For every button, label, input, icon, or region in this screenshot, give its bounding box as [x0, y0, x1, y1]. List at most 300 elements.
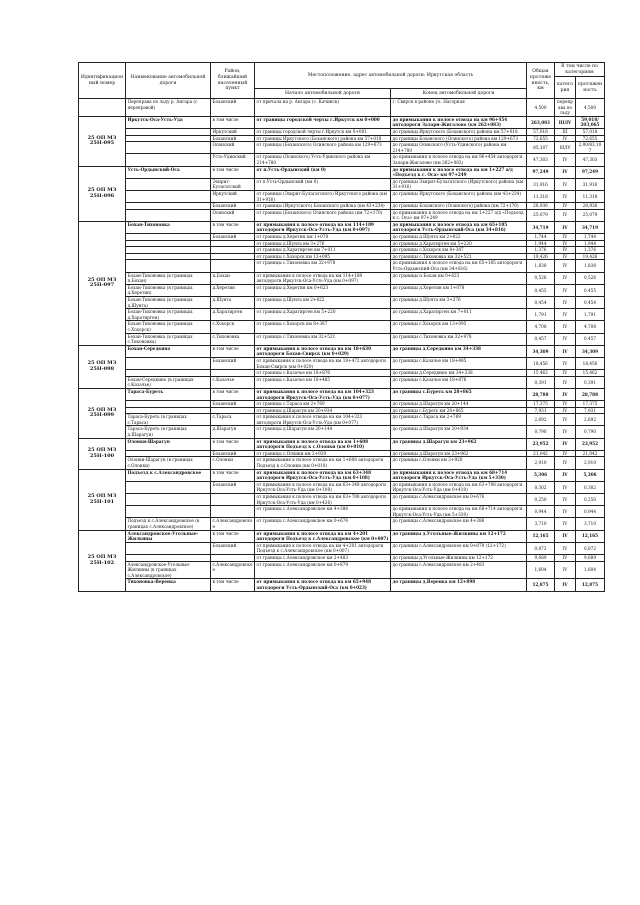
start-cell: от границы д.Харатирген км 5+220 — [255, 309, 391, 321]
length-cell: 0,455 — [527, 284, 555, 296]
header-id-number: Идентификационный номер — [79, 63, 126, 99]
length-cell: 72,655 — [527, 135, 555, 142]
table-row — [79, 561, 605, 579]
table-row — [79, 253, 605, 260]
table-row — [79, 518, 605, 530]
road-name-cell: Иркутск-Оса-Усть-Уда — [126, 116, 211, 128]
length-cell: 0,391 — [527, 376, 555, 388]
end-cell: до примыкания к полосе отвода на км 1+227 а/д «Подъезд к с. Оса» км 97+249 — [391, 209, 527, 221]
road-name-cell: Бохан-Тихоновка (в границах с.Тихоновка) — [126, 333, 211, 345]
road-name-cell: Тараса-Буреть — [126, 388, 211, 400]
end-cell: до границы с.Александровское км 4+386 — [391, 518, 527, 530]
category-cell: IV — [555, 260, 576, 272]
end-cell: до примыкания к полосе отвода на км 96+454 автодороги Залари-Жигалово (км 262+083) — [391, 154, 527, 166]
district-cell: в том числе — [211, 438, 255, 450]
length-cell: 1,791 — [527, 309, 555, 321]
sublength-cell: 9,689 — [576, 554, 605, 561]
length-cell: 17,375 — [527, 401, 555, 408]
length-cell: 1,944 — [527, 240, 555, 247]
length-cell: 85,107 — [527, 142, 555, 154]
length-cell: 57,018 — [527, 128, 555, 135]
end-cell: до границы с.Казачье км 18+485 — [391, 357, 527, 369]
district-cell — [211, 260, 255, 272]
start-cell: от границы (Иркутского) Боханского района (км 43+234) — [255, 203, 391, 210]
road-name-cell — [126, 178, 211, 190]
end-cell: до примыкания к полосе отвода на км 63+788 автодороги Иркутск-Оса-Усть-Уда (км 0+410) — [391, 481, 527, 493]
end-cell: до границы с.Олонки км 2+920 — [391, 457, 527, 469]
category-cell: IV — [555, 407, 576, 414]
length-cell: 25,079 — [527, 209, 555, 221]
header-sublength: протяженность — [576, 77, 605, 99]
start-cell: от границы (Осинского) Усть-Удинского района км 214+780 — [255, 154, 391, 166]
start-cell: от примыкания к полосе отвода на км 63+348 автодороги Иркутск-Оса-Усть-Уда (км 0+108) — [255, 481, 391, 493]
road-name-cell — [126, 450, 211, 457]
road-name-cell: Тараса-Буреть (в границах д.Шарагун) — [126, 426, 211, 438]
road-name-cell: Олонки-Шарагун (в границах с.Олонки) — [126, 457, 211, 469]
sublength-cell: 47,303 — [576, 154, 605, 166]
category-cell: IV — [555, 135, 576, 142]
category-cell: IV — [555, 240, 576, 247]
table-row — [79, 530, 605, 542]
table-row — [79, 99, 605, 117]
length-cell: 15,462 — [527, 370, 555, 377]
road-register-table — [78, 62, 605, 592]
district-cell: Боханский — [211, 450, 255, 457]
district-cell: Боханский — [211, 542, 255, 554]
start-cell: от примыкания к полосе отвода на км 1+608 автодороги Подъезд к с.Олонки (км 0+010) — [255, 457, 391, 469]
table-row — [79, 370, 605, 377]
sublength-cell: 12,875 — [576, 579, 605, 591]
end-cell: до границы д.Харатирген км 7+011 — [391, 309, 527, 321]
sublength-cell: 0,944 — [576, 506, 605, 518]
length-cell: 4,708 — [527, 321, 555, 333]
category-cell: переправа по льду — [555, 99, 576, 117]
district-cell: с.Хохорск — [211, 321, 255, 333]
start-cell: от границы с.Хохорск км 8+387 — [255, 321, 391, 333]
road-name-cell — [126, 128, 211, 135]
category-cell: III/IV — [555, 142, 576, 154]
start-cell: от границы д.Харатирген км 7+011 — [255, 247, 391, 254]
start-cell: от границы д.Шарагун км 20+144 — [255, 426, 391, 438]
road-name-cell: Тихоновка-Веренка — [126, 579, 211, 591]
district-cell: д.Харатирген — [211, 309, 255, 321]
end-cell: до границы с.Хохорск км 8+387 — [391, 247, 527, 254]
length-cell: 12,165 — [527, 530, 555, 542]
district-cell: с.Александровское — [211, 561, 255, 579]
end-cell: до границы д.Середкино км 34+338 — [391, 345, 527, 357]
end-cell: до границы д.Веренка км 12+898 — [391, 579, 527, 591]
district-cell: с.Александровское — [211, 518, 255, 530]
end-cell: до границы Эхирит-Булагатского (Иркутского) района (км 31+916) — [391, 178, 527, 190]
district-cell: Боханский — [211, 481, 255, 493]
sublength-cell: 0,455 — [576, 284, 605, 296]
end-cell: до границы с.Буреть км 28+865 — [391, 388, 527, 400]
table-row — [79, 209, 605, 221]
end-cell: до границы п.Бохан км 0+623 — [391, 272, 527, 284]
sublength-cell: 25,079 — [576, 209, 605, 221]
start-cell: от границы (Эхирит-Булагатского) Иркутского района (км 31+916) — [255, 190, 391, 202]
start-cell: от границы с.Тараса км 2+769 — [255, 401, 391, 408]
category-cell: IV — [555, 284, 576, 296]
category-cell: IV — [555, 221, 576, 233]
sublength-cell: 19,426 — [576, 253, 605, 260]
district-cell: Боханский — [211, 135, 255, 142]
length-cell: 0,790 — [527, 426, 555, 438]
road-id-cell: 25 ОП МЗ 25Н-098 — [79, 345, 126, 388]
start-cell: от границы с.Александровское км 0+676 — [255, 518, 391, 530]
header-subgroup: В том числе по категориям — [555, 63, 605, 77]
road-name-cell — [126, 481, 211, 493]
district-cell: с.Тараса — [211, 414, 255, 426]
road-name-cell — [126, 247, 211, 254]
table-row — [79, 116, 605, 128]
end-cell: до границы д.Шарагун км 20+934 — [391, 426, 527, 438]
road-name-cell — [126, 554, 211, 561]
table-row — [79, 178, 605, 190]
road-name-cell — [126, 253, 211, 260]
start-cell: от границы Иркутского (Боханского) района км 57+018 — [255, 135, 391, 142]
road-name-cell — [126, 203, 211, 210]
length-cell: 4,500 — [527, 99, 555, 117]
length-cell: 2,910 — [527, 457, 555, 469]
start-cell: от примыкания к полосе отвода на км 4+201 автодороги Подъезд к с.Александровское (км 0+007) — [255, 530, 391, 542]
category-cell: IV — [555, 438, 576, 450]
category-cell: IV — [555, 321, 576, 333]
start-cell: от примыкания к полосе отвода на км 1+608 автодороги Подъезд к с.Олонки (км 0+010) — [255, 438, 391, 450]
end-cell: до границы с.Буреть км 28+865 — [391, 407, 527, 414]
category-cell: IV — [555, 247, 576, 254]
sublength-cell: 0,454 — [576, 297, 605, 309]
length-cell: 9,689 — [527, 554, 555, 561]
end-cell: до границы д.Шунта км 3+276 — [391, 297, 527, 309]
length-cell: 1,838 — [527, 260, 555, 272]
end-cell: до границы с.Александровское км 2+483 — [391, 561, 527, 579]
road-name-cell: Олонки-Шарагун — [126, 438, 211, 450]
end-cell: до границы с.Тихоновка км 32+978 — [391, 333, 527, 345]
table-row — [79, 414, 605, 426]
sublength-cell: 0,526 — [576, 272, 605, 284]
length-cell: 0,250 — [527, 494, 555, 506]
sublength-cell: 72,655 — [576, 135, 605, 142]
road-name-cell — [126, 234, 211, 241]
district-cell: д.Шарагун — [211, 426, 255, 438]
category-cell: IV — [555, 450, 576, 457]
table-row — [79, 426, 605, 438]
road-id-cell: 25 ОП МЗ 25Н-100 — [79, 438, 126, 469]
length-cell: 7,931 — [527, 407, 555, 414]
category-cell: IV — [555, 345, 576, 357]
category-cell: IV — [555, 370, 576, 377]
road-id-cell: 25 ОП МЗ 25Н-102 — [79, 530, 126, 591]
district-cell: Боханский — [211, 99, 255, 117]
table-row — [79, 240, 605, 247]
length-cell: 0,526 — [527, 272, 555, 284]
table-row — [79, 376, 605, 388]
district-cell: с.Олонки — [211, 457, 255, 469]
district-cell: в том числе — [211, 388, 255, 400]
category-cell: IV — [555, 272, 576, 284]
district-cell: в том числе — [211, 166, 255, 178]
sublength-cell: 15,462 — [576, 370, 605, 377]
road-name-cell — [126, 401, 211, 408]
sublength-cell: 31,916 — [576, 178, 605, 190]
end-cell: до примыкания к полосе отвода на км 65+185 автодороги Усть-Ордынский-Оса (км 34+816) — [391, 260, 527, 272]
category-cell: IV — [555, 178, 576, 190]
district-cell: д.Херетин — [211, 284, 255, 296]
end-cell: до границы д.Шарагун км 23+962 — [391, 438, 527, 450]
start-cell: от границы д.Шунта км 2+822 — [255, 297, 391, 309]
sublength-cell: 0,250 — [576, 494, 605, 506]
district-cell: в том числе — [211, 469, 255, 481]
end-cell: до примыкания к полосе отвода на км 96+454 автодороги Залари-Жигалово (км 262+083) — [391, 116, 527, 128]
sublength-cell: 1,944 — [576, 240, 605, 247]
end-cell: до границы Иркутского (Боханского) района (км 43+234) — [391, 190, 527, 202]
length-cell: 1,376 — [527, 247, 555, 254]
road-name-cell: Тараса-Буреть (в границах с.Тараса) — [126, 414, 211, 426]
district-cell — [211, 407, 255, 414]
table-row — [79, 221, 605, 233]
length-cell: 1,604 — [527, 561, 555, 579]
start-cell: от примыкания к полосе отвода на км 63+788 автодороги Иркутск-Оса-Усть-Уда (км 0+426) — [255, 494, 391, 506]
end-cell: до примыкания к полосе отвода на км 68+714 автодороги Иркутск-Оса-Усть-Уда (км 5+330) — [391, 469, 527, 481]
length-cell: 21,042 — [527, 450, 555, 457]
district-cell: в том числе — [211, 116, 255, 128]
road-register-sheet — [78, 62, 604, 592]
road-id-cell: 25 ОП МЗ 25Н-099 — [79, 388, 126, 438]
start-cell: от примыкания к полосе отвода на км 104+323 автодороги Иркутск-Оса-Усть-Уда (км 0+077) — [255, 414, 391, 426]
district-cell: в том числе — [211, 579, 255, 591]
category-cell: IV — [555, 469, 576, 481]
sublength-cell: 0,790 — [576, 426, 605, 438]
start-cell: от границы с.Тихоновка км 32+521 — [255, 333, 391, 345]
end-cell: до примыкания к полосе отвода на км 1+227 а/д «Подъезд к с. Оса» км 97+249 — [391, 166, 527, 178]
table-row — [79, 357, 605, 369]
sublength-cell: 1,791 — [576, 309, 605, 321]
sublength-cell: 97,249 — [576, 166, 605, 178]
end-cell: до границы с.Тихоновка км 32+521 — [391, 253, 527, 260]
road-name-cell — [126, 142, 211, 154]
road-name-cell: Подъезд к с.Александровское — [126, 469, 211, 481]
district-cell: Эхирит-Булагатский — [211, 178, 255, 190]
district-cell: Боханский — [211, 357, 255, 369]
table-row — [79, 135, 605, 142]
length-cell: 23,952 — [527, 438, 555, 450]
district-cell: Иркутский — [211, 128, 255, 135]
sublength-cell: 2,692 — [576, 414, 605, 426]
road-name-cell — [126, 357, 211, 369]
district-cell: Иркутский — [211, 190, 255, 202]
category-cell: IV — [555, 309, 576, 321]
category-cell: IV — [555, 530, 576, 542]
category-cell: IV — [555, 333, 576, 345]
sublength-cell: 4,708 — [576, 321, 605, 333]
table-row — [79, 450, 605, 457]
start-cell: от примыкания к полосе отвода на км 4+201 автодороги Подъезд к с.Александровское (км 0+007) — [255, 542, 391, 554]
district-cell: Боханский — [211, 203, 255, 210]
district-cell — [211, 240, 255, 247]
district-cell: в том числе — [211, 221, 255, 233]
length-cell: 97,249 — [527, 166, 555, 178]
start-cell: от примыкания к полосе отвода на км 18+630 автодороги Бохан-Свирск (км 0+029) — [255, 345, 391, 357]
table-row — [79, 260, 605, 272]
category-cell: IV — [555, 357, 576, 369]
length-cell: 0,944 — [527, 506, 555, 518]
length-cell: 3,710 — [527, 518, 555, 530]
category-cell: IV — [555, 579, 576, 591]
district-cell: Усть-Удинский — [211, 154, 255, 166]
start-cell: от примыкания к полосе отвода на км 114+189 автодороги Иркутск-Оса-Усть-Уда (км 0+097) — [255, 221, 391, 233]
road-id-cell — [79, 99, 126, 117]
start-cell: от границы городской черты г.Иркутск км 0+001 — [255, 128, 391, 135]
end-cell: до границы Осинского (Усть-Удинского) района км 214+780 — [391, 142, 527, 154]
table-row — [79, 345, 605, 357]
end-cell: до границы д.Шунта км 2+822 — [391, 234, 527, 241]
road-name-cell — [126, 542, 211, 554]
district-cell: п.Бохан — [211, 272, 255, 284]
category-cell: IV — [555, 388, 576, 400]
district-cell — [211, 247, 255, 254]
district-cell — [211, 494, 255, 506]
end-cell: до границы д.Шарагун км 20+144 — [391, 401, 527, 408]
sublength-cell: 21,042 — [576, 450, 605, 457]
road-name-cell: Бохан-Тихоновка (в границах д.Херетин) — [126, 284, 211, 296]
road-name-cell — [126, 154, 211, 166]
sublength-cell: 57,018 — [576, 128, 605, 135]
length-cell: 34,719 — [527, 221, 555, 233]
road-id-cell: 25 ОП МЗ 25Н-096 — [79, 166, 126, 221]
road-name-cell — [126, 240, 211, 247]
category-cell: IV — [555, 190, 576, 202]
table-row — [79, 321, 605, 333]
sublength-cell: 0,457 — [576, 333, 605, 345]
category-cell: IV — [555, 253, 576, 260]
start-cell: от примыкания к полосе отвода на км 104+323 автодороги Иркутск-Оса-Усть-Уда (км 0+077) — [255, 388, 391, 400]
length-cell: 0,302 — [527, 481, 555, 493]
start-cell: от границы д.Шарагун км 20+934 — [255, 407, 391, 414]
length-cell: 34,309 — [527, 345, 555, 357]
table-row — [79, 190, 605, 202]
start-cell: от примыкания к полосе отвода на км 65+948 автодороги Усть-Ордынский-Оса (км 0+023) — [255, 579, 391, 591]
sublength-cell: 59,018/ 203,065 — [576, 116, 605, 128]
start-cell: от границы с.Олонки км 2+920 — [255, 450, 391, 457]
sublength-cell: 2,910 — [576, 457, 605, 469]
start-cell: от границы с.Александровское км 2+483 — [255, 554, 391, 561]
sublength-cell: 0,391 — [576, 376, 605, 388]
category-cell: IV — [555, 414, 576, 426]
sublength-cell: 4,500 — [576, 99, 605, 117]
district-cell: Осинский — [211, 209, 255, 221]
sublength-cell: 5,306 — [576, 469, 605, 481]
end-cell: до границы Боханского (Осинского) района (км 72+170) — [391, 203, 527, 210]
road-name-cell: Подъезд к с.Александровское (в границах с.Александровское) — [126, 518, 211, 530]
road-name-cell — [126, 135, 211, 142]
table-row — [79, 457, 605, 469]
category-cell: IV — [555, 203, 576, 210]
end-cell: до границы с.Тараса км 2+769 — [391, 414, 527, 426]
table-row — [79, 234, 605, 241]
start-cell: от примыкания к полосе отвода на км 63+348 автодороги Иркутск-Оса-Усть-Уда (км 0+108) — [255, 469, 391, 481]
length-cell: 31,916 — [527, 178, 555, 190]
sublength-cell: 1,744 — [576, 234, 605, 241]
end-cell: до границы д.Шарагун км 23+962 — [391, 450, 527, 457]
length-cell: 19,426 — [527, 253, 555, 260]
category-cell: IV — [555, 234, 576, 241]
header-district: Район, ближайший населенный пункт — [211, 63, 255, 99]
start-cell: от границы городской черты г.Иркутск км 0+000 — [255, 116, 391, 128]
sublength-cell: 18,456 — [576, 357, 605, 369]
table-row — [79, 554, 605, 561]
end-cell: до примыкания к полосе отвода на км 68+714 автодороги Иркутск-Оса-Усть-Уда (км 5+330) — [391, 506, 527, 518]
sublength-cell: 1,604 — [576, 561, 605, 579]
category-cell: III — [555, 128, 576, 135]
district-cell: с.Казачье — [211, 376, 255, 388]
table-row — [79, 203, 605, 210]
start-cell: от примыкания к полосе отвода на км 114+189 автодороги Иркутск-Оса-Усть-Уда (км 0+097) — [255, 272, 391, 284]
sublength-cell: 17,375 — [576, 401, 605, 408]
table-row — [79, 166, 605, 178]
end-cell: до границы д.Харатирген км 5+220 — [391, 240, 527, 247]
start-cell: от границы с.Александровское км 4+386 — [255, 506, 391, 518]
category-cell: IV — [555, 166, 576, 178]
road-id-cell: 25 ОП МЗ 25Н-097 — [79, 221, 126, 345]
start-cell: от границы д.Шунта км 3+276 — [255, 240, 391, 247]
category-cell: IV — [555, 494, 576, 506]
header-location-group: Местоположение, адрес автомобильной дороги: Иркутская область — [255, 63, 527, 89]
table-row — [79, 542, 605, 554]
district-cell: в том числе — [211, 345, 255, 357]
length-cell: 0,872 — [527, 542, 555, 554]
table-row — [79, 481, 605, 493]
road-name-cell: Переправа по льду р. Ангара (с переправой) — [126, 99, 211, 117]
table-row — [79, 247, 605, 254]
road-name-cell: Александровское-Угольные-Жилкины — [126, 530, 211, 542]
road-name-cell: Бохан-Тихоновка (в границах п.Бохан) — [126, 272, 211, 284]
road-name-cell: Усть-Ордынский-Оса — [126, 166, 211, 178]
table-row — [79, 506, 605, 518]
end-cell: до границы д.Угольные-Жилкины км 12+172 — [391, 530, 527, 542]
header-category: категория — [555, 77, 576, 99]
end-cell: до границы с.Казачье км 18+876 — [391, 376, 527, 388]
sublength-cell: 28,936 — [576, 203, 605, 210]
road-name-cell: Бохан-Тихоновка (в границах д.Харатирген) — [126, 309, 211, 321]
sublength-cell: 11,318 — [576, 190, 605, 202]
end-cell: до границы д.Середкино км 34+338 — [391, 370, 527, 377]
road-id-cell: 25 ОП МЗ 25Н-095 — [79, 116, 126, 166]
road-name-cell: Бохан-Тихоновка — [126, 221, 211, 233]
table-row — [79, 401, 605, 408]
category-cell: IV — [555, 561, 576, 579]
length-cell: 18,456 — [527, 357, 555, 369]
length-cell: 263,083 — [527, 116, 555, 128]
length-cell: 28,936 — [527, 203, 555, 210]
length-cell: 0,454 — [527, 297, 555, 309]
sublength-cell: 28,788 — [576, 388, 605, 400]
road-name-cell — [126, 260, 211, 272]
road-id-cell: 25 ОП МЗ 25Н-101 — [79, 469, 126, 530]
table-row — [79, 407, 605, 414]
table-row — [79, 284, 605, 296]
header-road-name: Наименование автомобильной дороги — [126, 63, 211, 99]
table-row — [79, 579, 605, 591]
length-cell: 28,788 — [527, 388, 555, 400]
table-row — [79, 309, 605, 321]
sublength-cell: 23,952 — [576, 438, 605, 450]
table-row — [79, 438, 605, 450]
category-cell: IV — [555, 481, 576, 493]
table-row — [79, 469, 605, 481]
start-cell: от границы с.Александровское км 0+879 — [255, 561, 391, 579]
end-cell: до границы д.Херетин км 1+078 — [391, 284, 527, 296]
